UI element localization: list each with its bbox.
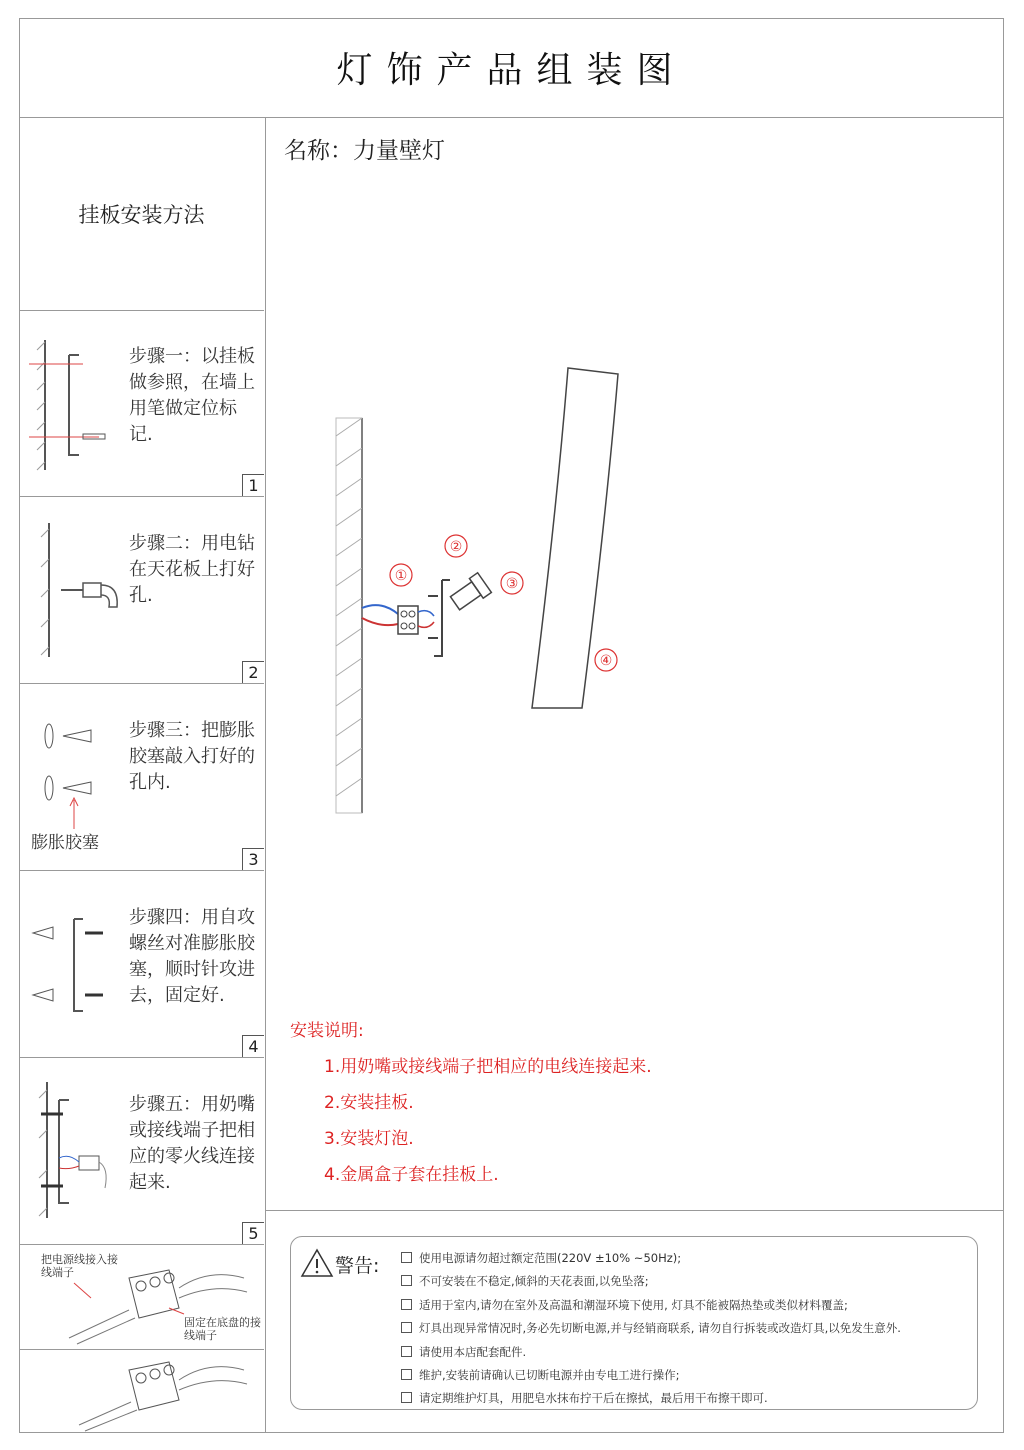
assembly-diagram	[266, 118, 1004, 998]
warning-item: 使用电源请勿超过额定范围(220V ±10% ~50Hz);	[401, 1247, 901, 1270]
instruction-item: 4.金属盒子套在挂板上.	[324, 1165, 499, 1185]
step-number: 5	[242, 1222, 264, 1244]
wiring-illustration-2	[19, 1350, 264, 1433]
step-5	[19, 1058, 264, 1245]
callout-2: ②	[449, 539, 463, 555]
step-text: 步骤四：用自攻螺丝对准膨胀胶塞，顺时针攻进去，固定好.	[129, 907, 255, 1006]
instruction-item: 3.安装灯泡.	[324, 1129, 414, 1149]
warning-item: 请使用本店配套配件.	[401, 1341, 901, 1364]
terminal-block-icon	[19, 1350, 264, 1433]
warning-triangle-icon	[299, 1247, 335, 1279]
sidebar	[19, 118, 266, 1433]
instruction-item: 2.安装挂板.	[324, 1093, 414, 1113]
instruction-item: 1.用奶嘴或接线端子把相应的电线连接起来.	[324, 1057, 652, 1077]
instructions-title: 安装说明:	[290, 1021, 364, 1041]
callout-1: ①	[394, 568, 408, 584]
warning-item: 适用于室内,请勿在室外及高温和潮湿环境下使用, 灯具不能被隔热垫或类似材料覆盖;	[401, 1294, 901, 1317]
step-text: 步骤二：用电钻在天花板上打好孔.	[129, 533, 255, 606]
warning-title: 警告:	[335, 1255, 380, 1277]
terminal-block-icon	[19, 1248, 264, 1348]
wiring-label-b: 固定在底盘的接线端子	[184, 1316, 261, 1342]
step-1-illustration	[19, 310, 129, 497]
callout-4: ④	[599, 653, 613, 669]
step-2	[19, 497, 264, 684]
step-1	[19, 310, 264, 497]
step-4	[19, 871, 264, 1058]
section-divider	[266, 1210, 1004, 1211]
warning-list	[401, 1247, 901, 1411]
callout-3: ③	[505, 576, 519, 592]
step-3-caption: 膨胀胶塞	[31, 833, 99, 853]
step-number: 2	[242, 661, 264, 683]
warning-item: 不可安装在不稳定,倾斜的天花表面,以免坠落;	[401, 1270, 901, 1293]
step-text: 步骤一：以挂板做参照，在墙上用笔做定位标记.	[129, 346, 255, 445]
wiring-illustration-1	[19, 1248, 264, 1350]
method-title: 挂板安装方法	[19, 118, 264, 311]
warning-box	[290, 1236, 978, 1410]
step-number: 4	[242, 1035, 264, 1057]
main-panel	[266, 118, 1004, 1433]
step-4-illustration	[19, 871, 129, 1058]
warning-item: 维护,安装前请确认已切断电源并由专电工进行操作;	[401, 1364, 901, 1387]
page-title: 灯饰产品组装图	[19, 18, 1004, 118]
warning-item: 请定期维护灯具，用肥皂水抹布拧干后在擦拭，最后用干布擦干即可.	[401, 1387, 901, 1410]
warning-item: 灯具出现异常情况时,务必先切断电源,并与经销商联系, 请勿自行拆装或改造灯具,以免发生意外.	[401, 1317, 901, 1340]
step-2-illustration	[19, 497, 129, 684]
step-text: 步骤三：把膨胀胶塞敲入打好的孔内.	[129, 720, 255, 793]
step-number: 3	[242, 848, 264, 870]
step-3	[19, 684, 264, 871]
step-text: 步骤五：用奶嘴或接线端子把相应的零火线连接起来.	[129, 1094, 255, 1193]
step-number: 1	[242, 474, 264, 496]
product-name: 名称：力量壁灯	[284, 138, 445, 164]
step-5-illustration	[19, 1058, 129, 1245]
wiring-label-a: 把电源线接入接线端子	[41, 1253, 118, 1279]
